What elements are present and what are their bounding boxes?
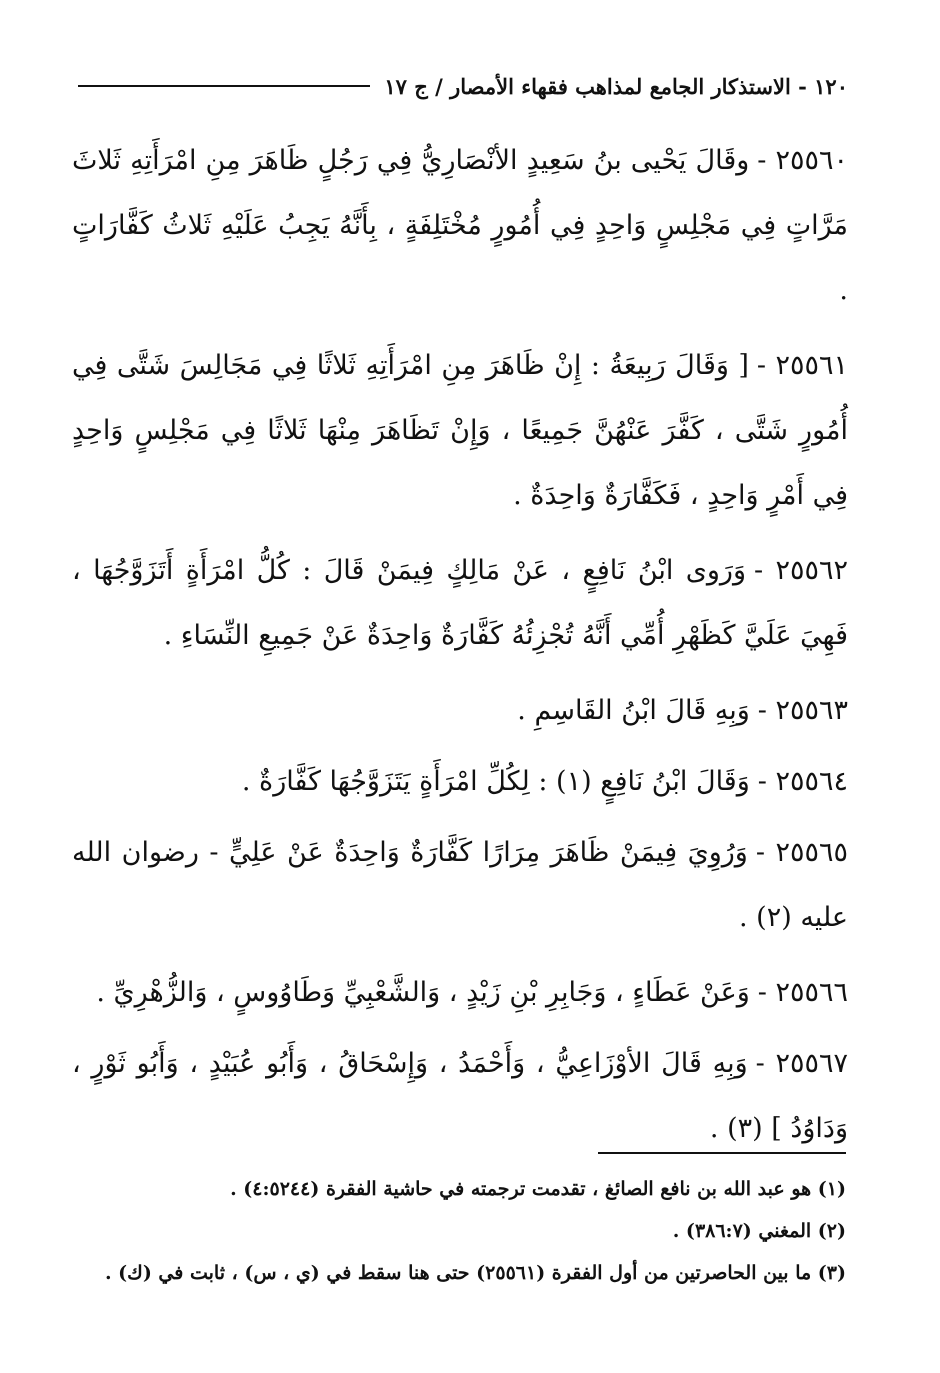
paragraph-text: وَرُوِيَ فِيمَنْ ظَاهَرَ مِرَارًا كَفَّارَةٌ وَاحِدَةٌ عَنْ عَلِيٍّ - رضوان الله عليه (٢) . <box>72 837 848 933</box>
paragraph-text: وَرَوى ابْنُ نَافِعٍ ، عَنْ مَالِكٍ فِيمَنْ قَالَ : كُلُّ امْرَأَةٍ أَتَزَوَّجُهَا ، فَهِيَ عَلَيَّ كَظَهْرِ أُمِّي أَنَّهُ تُجْزِئُهُ كَفَّارَةٌ وَاحِدَةٌ عَنْ جَمِيعِ النِّسَاءِ . <box>72 555 848 651</box>
main-text <box>72 128 848 1171</box>
paragraph-number: ٢٥٥٦١ - <box>756 350 848 381</box>
footnote-1: (١) هو عبد الله بن نافع الصائغ ، تقدمت ترجمته في حاشية الفقرة (٤:٥٢٤٤) . <box>230 1178 846 1200</box>
footnote-3: (٣) ما بين الحاصرتين من أول الفقرة (٢٥٥٦١) حتى هنا سقط في (ي ، س) ، ثابت في (ك) . <box>104 1262 846 1284</box>
paragraph-text: [ وَقَالَ رَبِيعَةُ : إِنْ ظَاهَرَ مِنِ امْرَأَتِهِ ثَلاثًا فِي مَجَالِسَ شَتَّى فِي أُمُورٍ شَتَّى ، كَفَّرَ عَنْهُنَّ جَمِيعًا ، وَإِنْ تَظَاهَرَ مِنْهَا ثَلاثًا فِي مَجْلِسٍ وَاحِدٍ فِي أَمْرٍ وَاحِدٍ ، فَكَفَّارَةٌ وَاحِدَةٌ . <box>72 350 848 511</box>
header-rule <box>78 85 370 87</box>
paragraph-25560 <box>72 128 848 323</box>
paragraph-25562 <box>72 538 848 668</box>
paragraph-25561 <box>72 333 848 528</box>
paragraph-number: ٢٥٥٦٤ - <box>757 766 848 797</box>
paragraph-text: وقَالَ يَحْيى بنُ سَعِيدٍ الأنْصَارِيُّ فِي رَجُلٍ ظَاهَرَ مِنِ امْرَأَتِهِ ثَلاثَ مَرَّاتٍ فِي مَجْلِسٍ وَاحِدٍ فِي أُمُورٍ مُخْتَلِفَةٍ ، بِأَنَّهُ يَجِبُ عَلَيْهِ ثَلاثُ كَفَّارَاتٍ . <box>72 145 848 306</box>
footnotes <box>80 1168 846 1294</box>
paragraph-text: وَعَنْ عَطَاءٍ ، وَجَابِرِ بْنِ زَيْدٍ ، وَالشَّعْبِيِّ وَطَاوُوسٍ ، وَالزُّهْرِيِّ . <box>96 977 750 1008</box>
running-header <box>78 66 848 106</box>
paragraph-text: وَبِهِ قَالَ الأوْزَاعِيُّ ، وَأَحْمَدُ ، وَإِسْحَاقُ ، وَأَبُو عُبَيْدٍ ، وَأَبُو ثَوْرٍ ، وَدَاوُدُ ] (٣) . <box>72 1048 848 1144</box>
paragraph-number: ٢٥٥٦٧ - <box>755 1048 848 1079</box>
paragraph-number: ٢٥٥٦٥ - <box>755 837 848 868</box>
header-text: ١٢٠ - الاستذكار الجامع لمذاهب فقهاء الأمصار / ج ١٧ <box>384 73 848 99</box>
paragraph-number: ٢٥٥٦٠ - <box>757 145 848 176</box>
paragraph-25564 <box>72 749 848 814</box>
paragraph-25567 <box>72 1031 848 1161</box>
paragraph-number: ٢٥٥٦٦ - <box>757 977 848 1008</box>
footnote-2: (٢) المغني (٣٨٦:٧) . <box>672 1220 846 1242</box>
paragraph-number: ٢٥٥٦٢ - <box>754 555 848 586</box>
paragraph-25565 <box>72 820 848 950</box>
paragraph-number: ٢٥٥٦٣ - <box>757 695 848 726</box>
paragraph-25563 <box>72 678 848 743</box>
footnote-separator <box>598 1152 846 1154</box>
paragraph-25566 <box>72 960 848 1025</box>
paragraph-text: وَقَالَ ابْنُ نَافِعٍ (١) : لِكُلِّ امْرَأَةٍ يَتَزَوَّجُهَا كَفَّارَةٌ . <box>241 766 750 797</box>
paragraph-text: وَبِهِ قَالَ ابْنُ القَاسِمِ . <box>517 695 750 726</box>
